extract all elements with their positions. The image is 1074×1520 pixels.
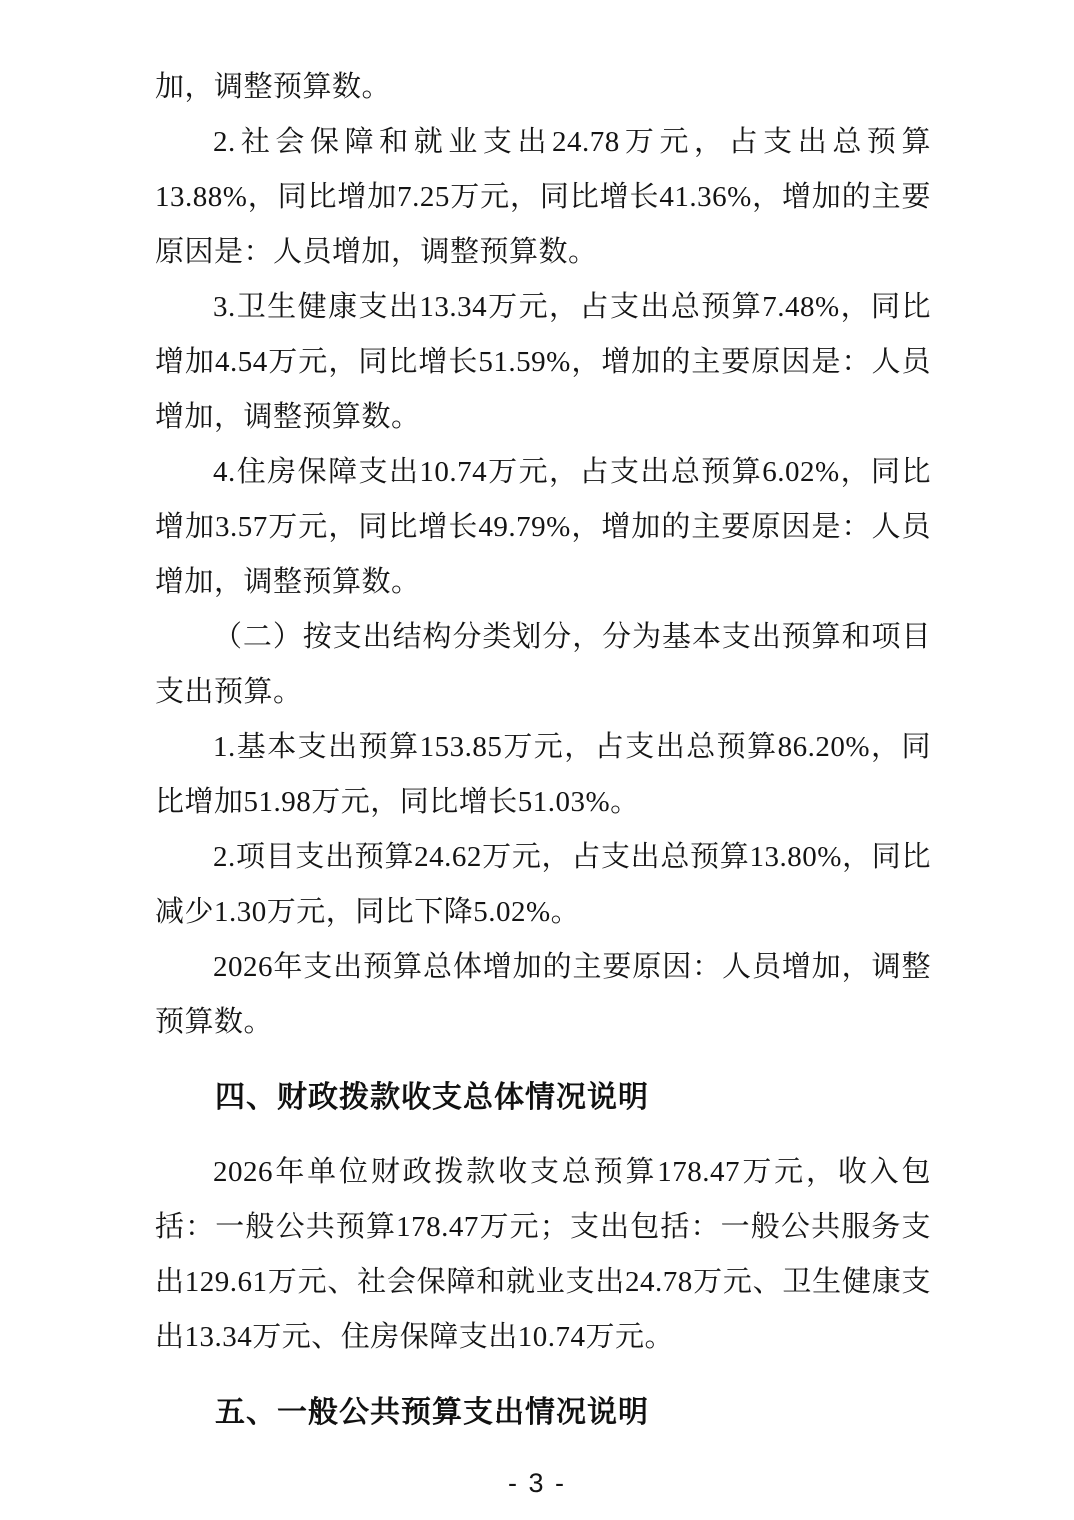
paragraph-basic-expenditure-budget: 1.基本支出预算153.85万元，占支出总预算86.20%，同比增加51.98万元，同比增长51.03%。	[155, 731, 931, 818]
paragraph-housing-expenditure: 4.住房保障支出10.74万元，占支出总预算6.02%，同比增加3.57万元，同比增长49.79%，增加的主要原因是：人员增加，调整预算数。	[155, 456, 931, 598]
paragraph-project-expenditure-budget: 2.项目支出预算24.62万元，占支出总预算13.80%，同比减少1.30万元，同比下降5.02%。	[155, 841, 931, 928]
paragraph-social-security-expenditure: 2.社会保障和就业支出24.78万元，占支出总预算13.88%，同比增加7.25万元，同比增长41.36%，增加的主要原因是：人员增加，调整预算数。	[155, 126, 931, 268]
paragraph-health-expenditure: 3.卫生健康支出13.34万元，占支出总预算7.48%，同比增加4.54万元，同比增长51.59%，增加的主要原因是：人员增加，调整预算数。	[155, 291, 931, 433]
paragraph-continuation: 加，调整预算数。	[155, 71, 392, 103]
document-body	[155, 60, 931, 1460]
page-number: - 3 -	[507, 1468, 566, 1498]
paragraph-overall-increase-reason: 2026年支出预算总体增加的主要原因：人员增加，调整预算数。	[155, 951, 931, 1038]
section-heading-general-public-budget: 五、一般公共预算支出情况说明	[215, 1396, 649, 1429]
paragraph-structure-classification: （二）按支出结构分类划分，分为基本支出预算和项目支出预算。	[155, 621, 931, 708]
paragraph-fiscal-appropriation-summary: 2026年单位财政拨款收支总预算178.47万元，收入包括：一般公共预算178.47万元；支出包括：一般公共服务支出129.61万元、社会保障和就业支出24.78万元、卫生健康支出13.34万元、住房保障支出10.74万元。	[155, 1156, 931, 1353]
section-heading-fiscal-appropriation: 四、财政拨款收支总体情况说明	[215, 1081, 649, 1114]
